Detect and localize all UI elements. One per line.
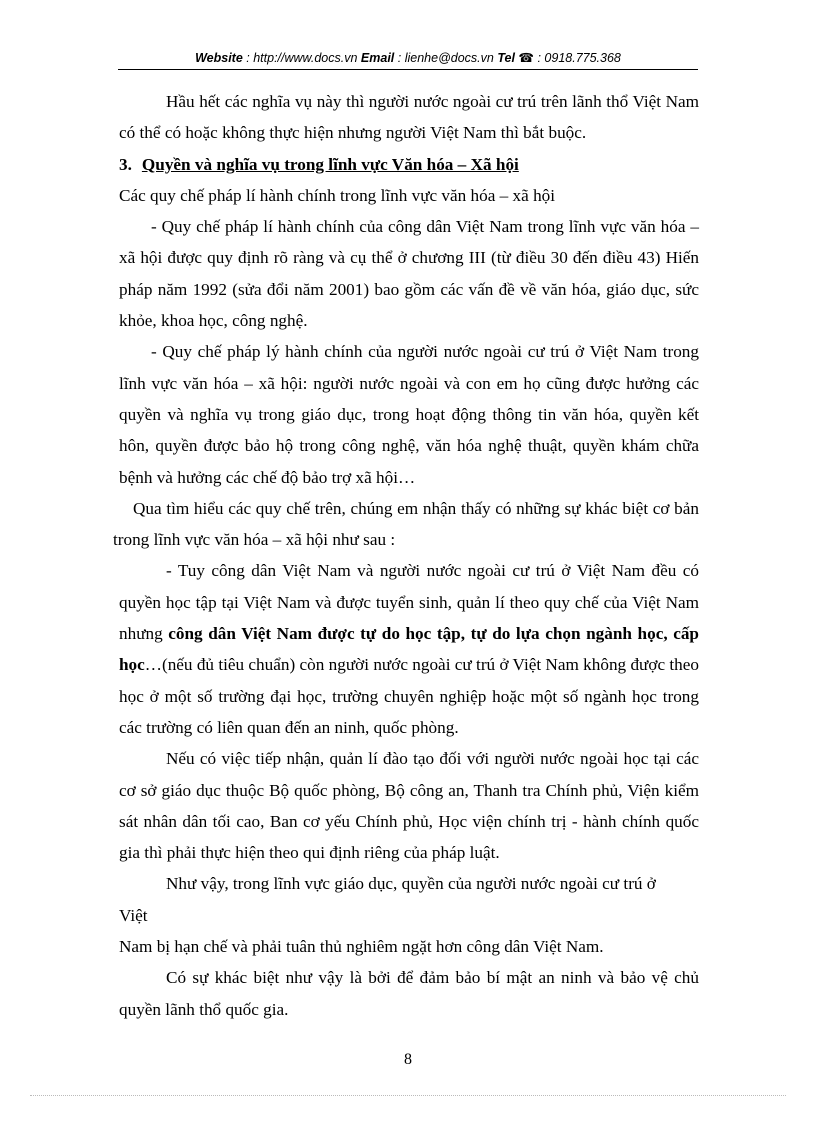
paragraph-7: Nếu có việc tiếp nhận, quản lí đào tạo đối với người nước ngoài học tại các cơ sở giáo dục thuộc Bộ quốc phòng, Bộ công an, Thanh tra Chính phủ, Viện kiểm sát nhân dân tối cao, Ban cơ yếu Chính phủ, Học viện chính trị - hành chính quốc gia thì phải thực hiện theo qui định riêng của pháp luật.	[119, 749, 699, 863]
heading-text: Quyền và nghĩa vụ trong lĩnh vực Văn hóa – Xã hội	[141, 154, 519, 174]
website-separator: :	[242, 51, 254, 65]
tel-value: : 0918.775.368	[534, 51, 621, 65]
page-number: 8	[404, 1051, 412, 1068]
paragraph-3: - Quy chế pháp lí hành chính của công dân Việt Nam trong lĩnh vực văn hóa – xã hội được quy định rõ ràng và cụ thể ở chương III (từ điều 30 đến điều 43) Hiến pháp năm 1992 (sửa đổi năm 2001) bao gồm các vấn đề về văn hóa, giáo dục, sức khỏe, khoa học, công nghệ.	[119, 217, 699, 331]
paragraph-2: Các quy chế pháp lí hành chính trong lĩnh vực văn hóa – xã hội	[119, 185, 556, 205]
website-label: Website	[195, 51, 243, 65]
paragraph-6	[119, 555, 699, 743]
paragraph-6-bold: công dân Việt Nam được tự do học tập, tự do lựa chọn ngành học, cấp học	[119, 624, 699, 675]
document-body	[113, 86, 699, 1025]
phone-icon: ☎	[518, 51, 534, 65]
paragraph-6-part-b: …(nếu đủ tiêu chuẩn) còn người nước ngoài cư trú ở Việt Nam không được theo học ở một số trường đại học, trường chuyên nghiệp hoặc một số ngành học trong các trường có liên quan đến an ninh, quốc phòng.	[119, 655, 699, 737]
heading-number: 3.	[119, 154, 132, 174]
paragraph-1: Hầu hết các nghĩa vụ này thì người nước ngoài cư trú trên lãnh thổ Việt Nam có thể có hoặc không thực hiện nhưng người Việt Nam thì bắt buộc.	[119, 92, 699, 143]
email-separator: :	[394, 51, 405, 65]
tel-label: Tel	[497, 51, 515, 65]
paragraph-4: - Quy chế pháp lý hành chính của người nước ngoài cư trú ở Việt Nam trong lĩnh vực văn hóa – xã hội: người nước ngoài và con em họ cũng được hưởng các quyền và nghĩa vụ trong giáo dục, trong hoạt động thông tin văn hóa, quyền kết hôn, quyền được bảo hộ trong công nghệ, văn hóa nghệ thuật, quyền khám chữa bệnh và hưởng các chế độ bảo trợ xã hội…	[119, 342, 699, 487]
paragraph-8b: Việt	[119, 905, 148, 925]
section-heading	[119, 149, 699, 180]
email-value[interactable]: lienhe@docs.vn	[404, 51, 494, 65]
website-url[interactable]: http://www.docs.vn	[253, 51, 358, 65]
paragraph-6-part-a: - Tuy công dân Việt Nam và người nước ngoài cư trú ở Việt Nam đều có quyền học tập tại Việt Nam và được tuyển sinh, quản lí theo quy chế của Việt Nam nhưng	[119, 561, 699, 644]
email-label: Email	[360, 51, 395, 65]
paragraph-8c: Nam bị hạn chế và phải tuân thủ nghiêm ngặt hơn công dân Việt Nam.	[119, 937, 604, 957]
paragraph-5: Qua tìm hiểu các quy chế trên, chúng em nhận thấy có những sự khác biệt cơ bản trong lĩnh vực văn hóa – xã hội như sau :	[113, 498, 699, 550]
page-header	[118, 50, 698, 65]
paragraph-8a: Như vậy, trong lĩnh vực giáo dục, quyền của người nước ngoài cư trú ở	[166, 874, 656, 894]
page-bottom-edge	[30, 1095, 786, 1096]
paragraph-9: Có sự khác biệt như vậy là bởi để đảm bảo bí mật an ninh và bảo vệ chủ quyền lãnh thổ quốc gia.	[119, 968, 699, 1019]
header-divider	[118, 69, 698, 70]
